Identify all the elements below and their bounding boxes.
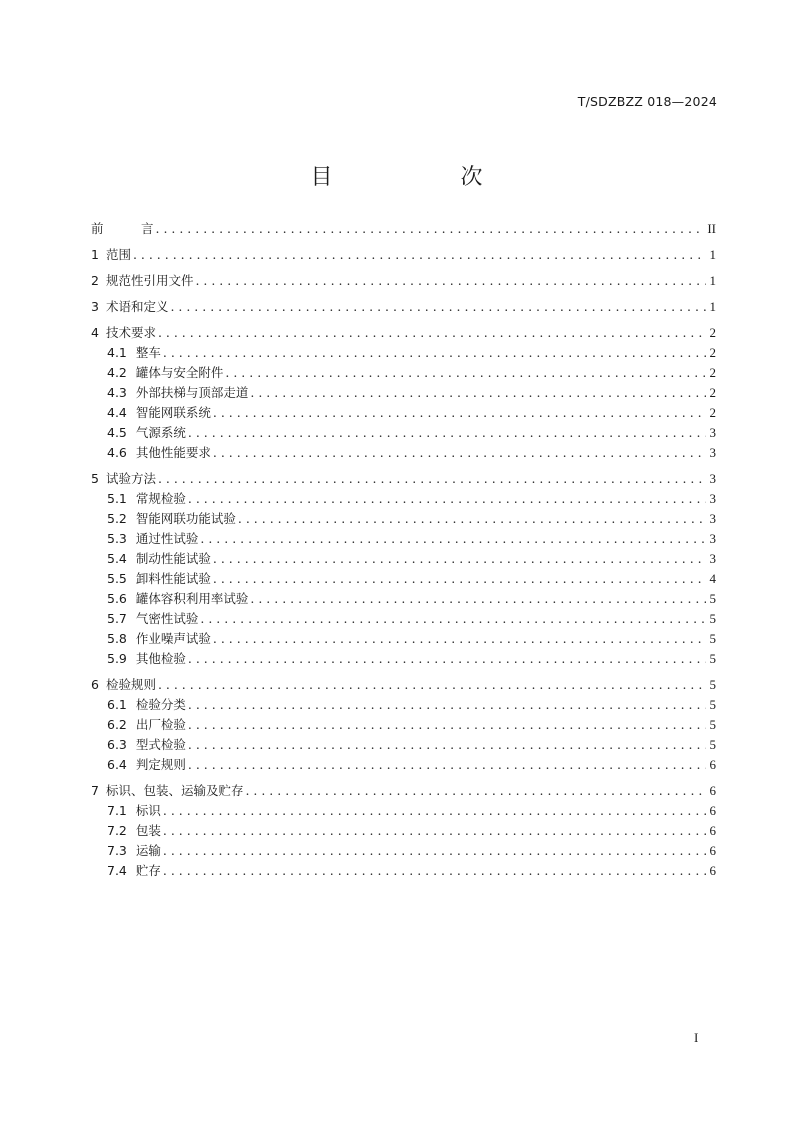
toc-entry[interactable] bbox=[91, 383, 716, 403]
toc-leader-dots bbox=[213, 549, 706, 569]
toc-entry[interactable] bbox=[91, 609, 716, 629]
toc-entry[interactable] bbox=[91, 343, 716, 363]
toc-entry-number: 5.1 bbox=[107, 491, 127, 506]
toc-entry-title: 前 言 bbox=[91, 221, 154, 236]
table-of-contents bbox=[91, 219, 716, 881]
toc-entry-page: 5 bbox=[709, 651, 716, 666]
toc-entry-number: 5.2 bbox=[107, 511, 127, 526]
toc-entry-number: 6.4 bbox=[107, 757, 127, 772]
toc-entry[interactable] bbox=[91, 549, 716, 569]
toc-entry[interactable] bbox=[91, 489, 716, 509]
toc-entry[interactable] bbox=[91, 629, 716, 649]
toc-entry-page: 6 bbox=[709, 783, 716, 798]
toc-entry-title: 气密性试验 bbox=[135, 611, 199, 626]
toc-entry-title: 通过性试验 bbox=[135, 531, 199, 546]
toc-entry-title: 运输 bbox=[135, 843, 161, 858]
toc-entry-number: 7.1 bbox=[107, 803, 127, 818]
toc-leader-dots bbox=[156, 219, 706, 239]
toc-leader-dots bbox=[250, 383, 706, 403]
toc-entry[interactable] bbox=[91, 271, 716, 291]
toc-leader-dots bbox=[238, 509, 706, 529]
toc-leader-dots bbox=[200, 609, 706, 629]
toc-leader-dots bbox=[245, 781, 706, 801]
toc-entry-page: 5 bbox=[709, 611, 716, 626]
toc-entry-title: 判定规则 bbox=[135, 757, 186, 772]
toc-entry-page: 3 bbox=[709, 471, 716, 486]
toc-entry-number: 5.4 bbox=[107, 551, 127, 566]
toc-entry[interactable] bbox=[91, 649, 716, 669]
toc-entry[interactable] bbox=[91, 735, 716, 755]
toc-entry-title: 贮存 bbox=[135, 863, 161, 878]
toc-entry[interactable] bbox=[91, 423, 716, 443]
toc-entry-number: 6 bbox=[91, 677, 99, 692]
toc-entry[interactable] bbox=[91, 861, 716, 881]
toc-entry[interactable] bbox=[91, 589, 716, 609]
toc-entry-number: 4.2 bbox=[107, 365, 127, 380]
toc-leader-dots bbox=[200, 529, 706, 549]
toc-leader-dots bbox=[195, 271, 706, 291]
toc-entry[interactable] bbox=[91, 675, 716, 695]
toc-leader-dots bbox=[133, 245, 706, 265]
toc-entry[interactable] bbox=[91, 841, 716, 861]
toc-entry-number: 5.9 bbox=[107, 651, 127, 666]
toc-entry-page: 2 bbox=[709, 385, 716, 400]
toc-entry-number: 7.2 bbox=[107, 823, 127, 838]
toc-entry-number: 4.4 bbox=[107, 405, 127, 420]
toc-leader-dots bbox=[163, 821, 706, 841]
toc-entry-page: 6 bbox=[709, 823, 716, 838]
toc-entry-number: 6.3 bbox=[107, 737, 127, 752]
toc-entry-number: 5.5 bbox=[107, 571, 127, 586]
toc-entry-number: 5.6 bbox=[107, 591, 127, 606]
toc-leader-dots bbox=[188, 715, 706, 735]
toc-entry[interactable] bbox=[91, 569, 716, 589]
toc-entry-title: 包装 bbox=[135, 823, 161, 838]
toc-entry-number: 3 bbox=[91, 299, 99, 314]
toc-leader-dots bbox=[250, 589, 706, 609]
toc-entry[interactable] bbox=[91, 755, 716, 775]
toc-entry-page: 3 bbox=[709, 511, 716, 526]
toc-entry-page: 6 bbox=[709, 803, 716, 818]
toc-entry-number: 6.2 bbox=[107, 717, 127, 732]
toc-leader-dots bbox=[188, 489, 706, 509]
toc-leader-dots bbox=[213, 629, 706, 649]
toc-entry-number: 5.3 bbox=[107, 531, 127, 546]
toc-entry[interactable] bbox=[91, 695, 716, 715]
toc-leader-dots bbox=[188, 695, 706, 715]
toc-leader-dots bbox=[225, 363, 706, 383]
toc-entry-number: 5 bbox=[91, 471, 99, 486]
toc-leader-dots bbox=[188, 755, 706, 775]
toc-leader-dots bbox=[163, 861, 706, 881]
toc-entry-page: 6 bbox=[709, 863, 716, 878]
standard-code: T/SDZBZZ 018—2024 bbox=[577, 94, 717, 109]
toc-entry-page: 6 bbox=[709, 843, 716, 858]
toc-entry-page: 2 bbox=[709, 345, 716, 360]
toc-entry[interactable] bbox=[91, 297, 716, 317]
toc-entry-page: 5 bbox=[709, 591, 716, 606]
toc-entry[interactable] bbox=[91, 715, 716, 735]
toc-entry-page: 6 bbox=[709, 757, 716, 772]
toc-entry[interactable] bbox=[91, 781, 716, 801]
toc-entry[interactable] bbox=[91, 509, 716, 529]
toc-entry-page: 3 bbox=[709, 445, 716, 460]
toc-entry-number: 6.1 bbox=[107, 697, 127, 712]
toc-entry-page: 4 bbox=[709, 571, 716, 586]
toc-entry-page: 2 bbox=[709, 405, 716, 420]
toc-entry-page: 5 bbox=[709, 697, 716, 712]
toc-entry[interactable] bbox=[91, 245, 716, 265]
toc-entry-page: 3 bbox=[709, 551, 716, 566]
toc-entry-page: 3 bbox=[709, 425, 716, 440]
toc-entry-title: 智能网联系统 bbox=[135, 405, 211, 420]
toc-leader-dots bbox=[188, 423, 706, 443]
toc-entry-page: 1 bbox=[709, 299, 716, 314]
toc-entry-number: 4.6 bbox=[107, 445, 127, 460]
toc-entry-page: II bbox=[707, 221, 716, 236]
toc-entry-title: 技术要求 bbox=[105, 325, 156, 340]
toc-entry-number: 7.3 bbox=[107, 843, 127, 858]
toc-entry-page: 1 bbox=[709, 273, 716, 288]
toc-entry-title: 罐体与安全附件 bbox=[135, 365, 224, 380]
toc-entry-title: 其他性能要求 bbox=[135, 445, 211, 460]
toc-leader-dots bbox=[158, 469, 706, 489]
toc-entry[interactable] bbox=[91, 363, 716, 383]
toc-entry-title: 范围 bbox=[105, 247, 131, 262]
toc-entry-title: 检验分类 bbox=[135, 697, 186, 712]
toc-entry[interactable] bbox=[91, 219, 716, 239]
toc-leader-dots bbox=[170, 297, 706, 317]
toc-entry-number: 4.1 bbox=[107, 345, 127, 360]
toc-entry-title: 试验方法 bbox=[105, 471, 156, 486]
toc-entry[interactable] bbox=[91, 323, 716, 343]
toc-entry-title: 卸料性能试验 bbox=[135, 571, 211, 586]
toc-entry-page: 5 bbox=[709, 631, 716, 646]
toc-entry-title: 常规检验 bbox=[135, 491, 186, 506]
toc-entry[interactable] bbox=[91, 821, 716, 841]
toc-entry-title: 检验规则 bbox=[105, 677, 156, 692]
toc-entry-title: 外部扶梯与顶部走道 bbox=[135, 385, 249, 400]
footer-page-number: I bbox=[694, 1030, 699, 1045]
toc-entry-title: 型式检验 bbox=[135, 737, 186, 752]
toc-entry-page: 1 bbox=[709, 247, 716, 262]
toc-leader-dots bbox=[213, 443, 706, 463]
toc-entry-page: 2 bbox=[709, 325, 716, 340]
toc-entry[interactable] bbox=[91, 403, 716, 423]
toc-entry-title: 气源系统 bbox=[135, 425, 186, 440]
toc-entry-number: 5.7 bbox=[107, 611, 127, 626]
toc-entry-number: 1 bbox=[91, 247, 99, 262]
toc-entry-number: 7 bbox=[91, 783, 99, 798]
toc-entry-number: 4.3 bbox=[107, 385, 127, 400]
toc-entry-number: 2 bbox=[91, 273, 99, 288]
toc-entry-page: 5 bbox=[709, 717, 716, 732]
toc-entry-title: 罐体容积利用率试验 bbox=[135, 591, 249, 606]
page-title: 目 次 bbox=[310, 165, 511, 190]
toc-entry-number: 7.4 bbox=[107, 863, 127, 878]
toc-entry[interactable] bbox=[91, 529, 716, 549]
toc-entry-page: 5 bbox=[709, 737, 716, 752]
toc-entry-title: 其他检验 bbox=[135, 651, 186, 666]
toc-entry-page: 2 bbox=[709, 365, 716, 380]
toc-leader-dots bbox=[188, 649, 706, 669]
toc-leader-dots bbox=[158, 323, 706, 343]
toc-entry-title: 标识 bbox=[135, 803, 161, 818]
toc-entry-title: 标识、包装、运输及贮存 bbox=[105, 783, 244, 798]
toc-leader-dots bbox=[163, 841, 706, 861]
toc-leader-dots bbox=[163, 801, 706, 821]
toc-entry-title: 术语和定义 bbox=[105, 299, 169, 314]
toc-entry[interactable] bbox=[91, 469, 716, 489]
toc-leader-dots bbox=[213, 403, 706, 423]
toc-entry-title: 智能网联功能试验 bbox=[135, 511, 236, 526]
toc-leader-dots bbox=[158, 675, 706, 695]
toc-entry-title: 整车 bbox=[135, 345, 161, 360]
toc-entry-number: 5.8 bbox=[107, 631, 127, 646]
toc-entry[interactable] bbox=[91, 443, 716, 463]
toc-entry-title: 出厂检验 bbox=[135, 717, 186, 732]
toc-entry-page: 3 bbox=[709, 531, 716, 546]
toc-entry-number: 4.5 bbox=[107, 425, 127, 440]
toc-entry-number: 4 bbox=[91, 325, 99, 340]
toc-leader-dots bbox=[213, 569, 706, 589]
toc-entry-page: 5 bbox=[709, 677, 716, 692]
toc-leader-dots bbox=[188, 735, 706, 755]
toc-entry-title: 规范性引用文件 bbox=[105, 273, 194, 288]
toc-entry-title: 制动性能试验 bbox=[135, 551, 211, 566]
toc-entry-title: 作业噪声试验 bbox=[135, 631, 211, 646]
toc-leader-dots bbox=[163, 343, 706, 363]
toc-entry[interactable] bbox=[91, 801, 716, 821]
toc-entry-page: 3 bbox=[709, 491, 716, 506]
